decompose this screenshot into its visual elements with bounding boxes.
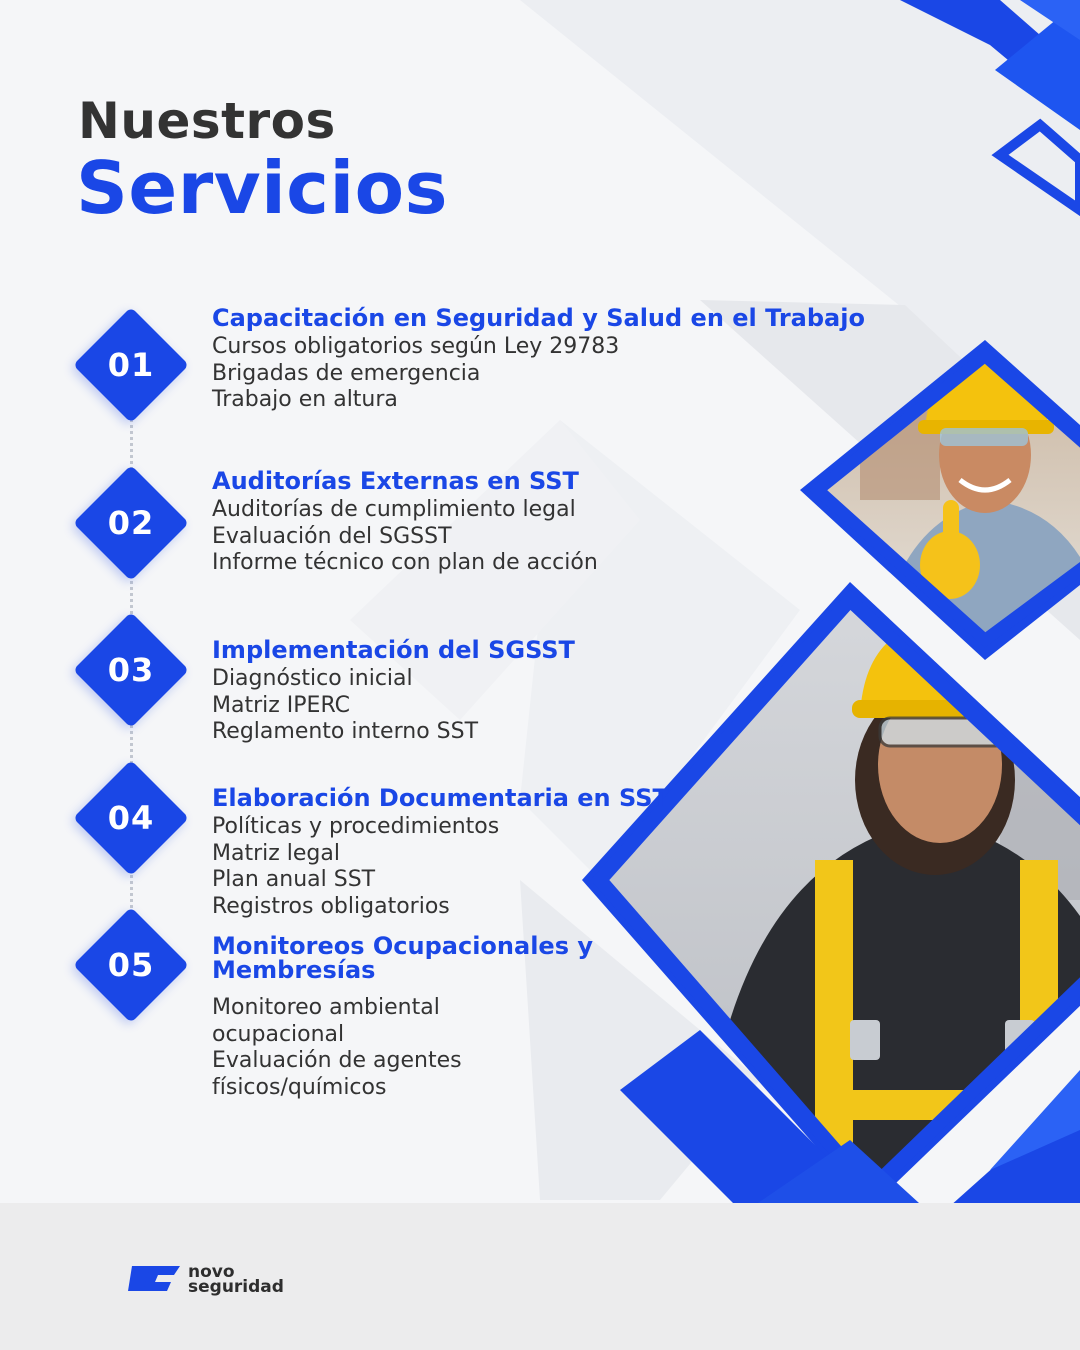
service-item: Reglamento interno SST [212, 719, 479, 744]
service-items [212, 814, 499, 920]
service-item: ocupacional [212, 1021, 345, 1047]
service-item: Auditorías de cumplimiento legal [212, 497, 576, 522]
service-title: Capacitación en Seguridad y Salud en el Trabajo [212, 304, 865, 332]
service-item: Matriz IPERC [212, 692, 350, 718]
badge-number: 05 [107, 946, 155, 984]
title-line-1: Nuestros [78, 92, 336, 150]
badge-number: 03 [107, 651, 155, 689]
service-title: Implementación del SGSST [212, 636, 575, 664]
brand-name-line-1: novo [188, 1262, 235, 1282]
service-title: Auditorías Externas en SST [212, 467, 579, 495]
service-item: Evaluación de agentes [212, 1048, 462, 1073]
service-title-line-2: Membresías [212, 956, 376, 984]
badge-number: 01 [107, 346, 155, 384]
service-item: Matriz legal [212, 840, 340, 866]
service-item: físicos/químicos [212, 1074, 387, 1100]
service-items [212, 334, 619, 414]
title-line-2: Servicios [76, 146, 448, 230]
service-item: Evaluación del SGSST [212, 523, 452, 549]
service-item: Registros obligatorios [212, 893, 450, 919]
service-items [212, 497, 598, 577]
service-item: Diagnóstico inicial [212, 666, 413, 691]
badge-number: 02 [107, 504, 155, 542]
service-item: Monitoreo ambiental [212, 995, 440, 1020]
service-item: Políticas y procedimientos [212, 814, 500, 839]
service-item: Informe técnico con plan de acción [212, 550, 598, 575]
service-item: Trabajo en altura [212, 387, 398, 412]
service-title: Elaboración Documentaria en SST [212, 784, 669, 812]
service-items [212, 995, 462, 1101]
service-items [212, 666, 478, 746]
service-item: Brigadas de emergencia [212, 360, 481, 386]
service-item: Cursos obligatorios según Ley 29783 [212, 334, 620, 359]
service-item: Plan anual SST [212, 867, 376, 892]
service-title-line-1: Monitoreos Ocupacionales y [212, 932, 593, 960]
brand-name-line-2: seguridad [188, 1277, 284, 1297]
badge-number: 04 [107, 799, 155, 837]
